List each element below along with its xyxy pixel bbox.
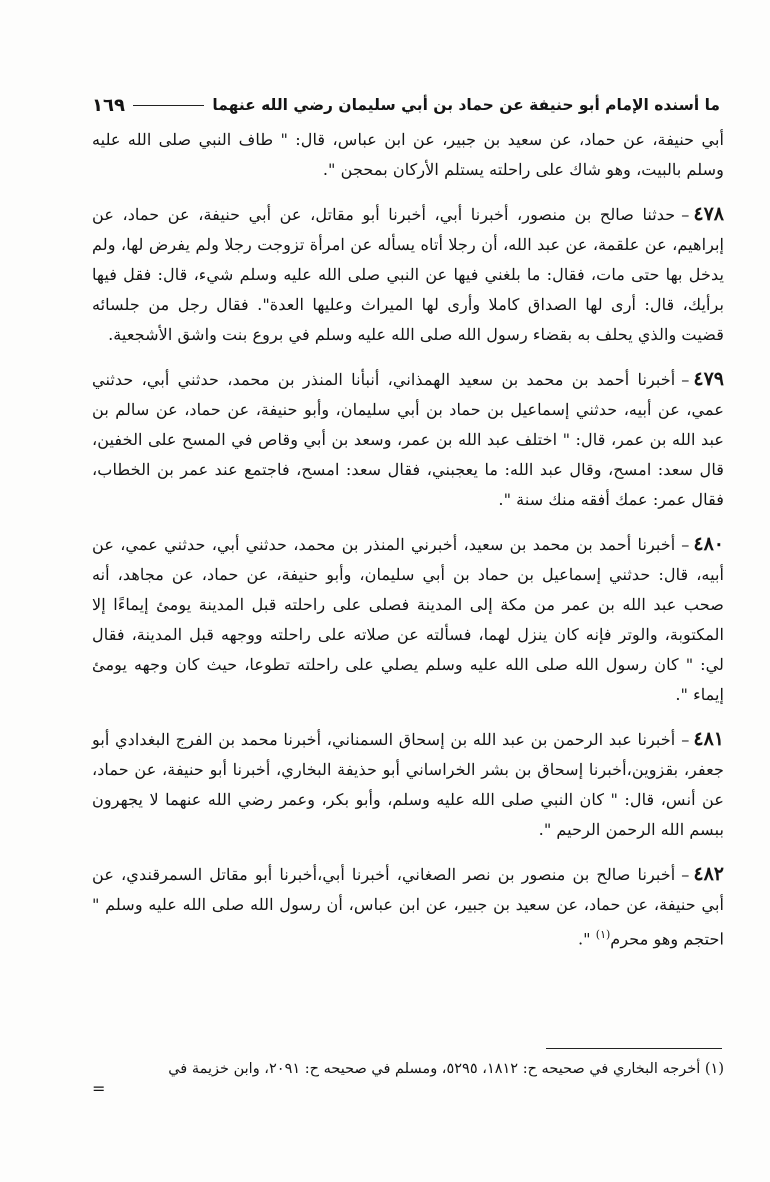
hadith-text: أخبرنا أحمد بن محمد بن سعيد الهمذاني، أنبأنا المنذر بن محمد، حدثني أبي، حدثني عمي، عن أبيه، حدثني إسماعيل بن حماد بن أبي سليمان، وأبو حنيفة، عن حماد، عن سالم بن عبد الله بن عمر، قال: " اختلف عبد الله بن عمر، وسعد بن أبي وقاص في المسح على الخفين، قال سعد: امسح، وقال عبد الله: ما يعجبني، فقال سعد: امسح، فاجتمع عند عمر بن الخطاب، فقال عمر: عمك أفقه منك سنة ". [92,370,724,509]
footnote-continuation-mark: = [92,1079,106,1098]
hadith-480: ٤٨٠–أخبرنا أحمد بن محمد بن سعيد، أخبرني المنذر بن محمد، حدثني أبي، حدثني عمي، عن أبيه، قال: حدثني إسماعيل بن حماد بن أبي سليمان، وأبو حنيفة، عن حماد، عن مجاهد، أنه صحب عبد الله بن عمر من مكة إلى المدينة فصلى على راحلته قبل المدينة يومئ إيماءًا إلا المكتوبة، والوتر فإنه كان ينزل لهما، فسألته عن صلاته على راحلته ووجهه قبل المدينة، فقال لي: " كان رسول الله صلى الله عليه وسلم يصلي على راحلته تطوعا، حيث كان وجهه يومئ إيماء ". [92,533,724,704]
hadith-479: ٤٧٩–أخبرنا أحمد بن محمد بن سعيد الهمذاني، أنبأنا المنذر بن محمد، حدثني أبي، حدثني عمي، عن أبيه، حدثني إسماعيل بن حماد بن أبي سليمان، وأبو حنيفة، عن حماد، عن سالم بن عبد الله بن عمر، قال: " اختلف عبد الله بن عمر، وسعد بن أبي وقاص في المسح على الخفين، قال سعد: امسح، وقال عبد الله: ما يعجبني، فقال سعد: امسح، فاجتمع عند عمر بن الخطاب، فقال عمر: عمك أفقه منك سنة ". [92,368,724,509]
hadith-481: ٤٨١–أخبرنا عبد الرحمن بن عبد الله بن إسحاق السمناني، أخبرنا محمد بن الفرج البغدادي أبو جعفر، بقزوين،أخبرنا إسحاق بن بشر الخراساني أبو حذيفة البخاري، أخبرنا أبو حنيفة، عن حماد، عن أنس، قال: " كان النبي صلى الله عليه وسلم، وأبو بكر، وعمر رضي الله عنهما لا يجهرون ببسم الله الرحمن الرحيم ". [92,728,724,839]
footnote-reference[interactable]: (١) [595,928,611,941]
footnote [92,1056,724,1096]
hadith-text: أخبرنا عبد الرحمن بن عبد الله بن إسحاق السمناني، أخبرنا محمد بن الفرج البغدادي أبو جعفر، بقزوين،أخبرنا إسحاق بن بشر الخراساني أبو حذيفة البخاري، أخبرنا أبو حنيفة، عن حماد، عن أنس، قال: " كان النبي صلى الله عليه وسلم، وأبو بكر، وعمر رضي الله عنهما لا يجهرون ببسم الله الرحمن الرحيم ". [92,730,724,839]
intro-paragraph: أبي حنيفة، عن حماد، عن سعيد بن جبير، عن ابن عباس، قال: " طاف النبي صلى الله عليه وسلم بالبيت، وهو شاك على راحلته يستلم الأركان بمحجن ". [92,130,724,179]
page-header [92,90,720,120]
running-title: ما أسنده الإمام أبو حنيفة عن حماد بن أبي سليمان رضي الله عنهما [212,96,720,114]
hadith-text: حدثنا صالح بن منصور، أخبرنا أبي، أخبرنا أبو مقاتل، عن أبي حنيفة، عن حماد، عن إبراهيم، عن علقمة، عن عبد الله، أن رجلا أتاه يسأله عن امرأة تزوجت رجلا ولم يفرض لها، ولم يدخل بها حتى مات، فقال: ما بلغني فيها عن النبي صلى الله عليه وسلم شيء، قال: فقل فيها برأيك، قال: أرى لها الصداق كاملا وأرى لها الميراث وعليها العدة". فقال رجل من جلسائه قضيت والذي يحلف به بقضاء رسول الله صلى الله عليه وسلم في بروع بنت واشق الأشجعية. [92,205,724,344]
page-number: ١٦٩ [92,94,125,116]
hadith-number: ٤٨٢ [693,863,724,885]
hadith-text: أخبرنا أحمد بن محمد بن سعيد، أخبرني المنذر بن محمد، حدثني أبي، حدثني عمي، عن أبيه، قال: حدثني إسماعيل بن حماد بن أبي سليمان، وأبو حنيفة، عن حماد، عن مجاهد، أنه صحب عبد الله بن عمر من مكة إلى المدينة فصلى على راحلته قبل المدينة يومئ إيماءًا إلا المكتوبة، والوتر فإنه كان ينزل لهما، فسألته عن صلاته على راحلته ووجهه قبل المدينة، فقال لي: " كان رسول الله صلى الله عليه وسلم يصلي على راحلته تطوعا، حيث كان وجهه يومئ إيماء ". [92,535,724,704]
page-body [92,125,724,968]
header-rule [133,105,204,106]
hadith-text-end: ". [578,929,596,949]
hadith-number: ٤٧٩ [693,368,724,390]
hadith-482: ٤٨٢–أخبرنا صالح بن منصور بن نصر الصغاني، أخبرنا أبي،أخبرنا أبو مقاتل السمرقندي، عن أبي حنيفة، عن حماد، عن سعيد بن جبير، عن ابن عباس، أن رسول الله صلى الله عليه وسلم " احتجم وهو محرم$^{(١)}$ ". [92,863,724,949]
hadith-478: ٤٧٨–حدثنا صالح بن منصور، أخبرنا أبي، أخبرنا أبو مقاتل، عن أبي حنيفة، عن حماد، عن إبراهيم، عن علقمة، عن عبد الله، أن رجلا أتاه يسأله عن امرأة تزوجت رجلا ولم يفرض لها، ولم يدخل بها حتى مات، فقال: ما بلغني فيها عن النبي صلى الله عليه وسلم شيء، قال: فقل فيها برأيك، قال: أرى لها الصداق كاملا وأرى لها الميراث وعليها العدة". فقال رجل من جلسائه قضيت والذي يحلف به بقضاء رسول الله صلى الله عليه وسلم في بروع بنت واشق الأشجعية. [92,203,724,344]
hadith-text: أخبرنا صالح بن منصور بن نصر الصغاني، أخبرنا أبي،أخبرنا أبو مقاتل السمرقندي، عن أبي حنيفة، عن حماد، عن سعيد بن جبير، عن ابن عباس، أن رسول الله صلى الله عليه وسلم " احتجم وهو محرم [92,865,724,949]
hadith-number: ٤٨٠ [693,533,724,555]
footnote-text: (١) أخرجه البخاري في صحيحه ح: ١٨١٢، ٥٢٩٥، ومسلم في صحيحه ح: ٢٠٩١، وابن خزيمة في [168,1061,724,1077]
hadith-number: ٤٧٨ [693,203,724,225]
footnote-separator [546,1048,722,1049]
hadith-number: ٤٨١ [693,728,724,750]
